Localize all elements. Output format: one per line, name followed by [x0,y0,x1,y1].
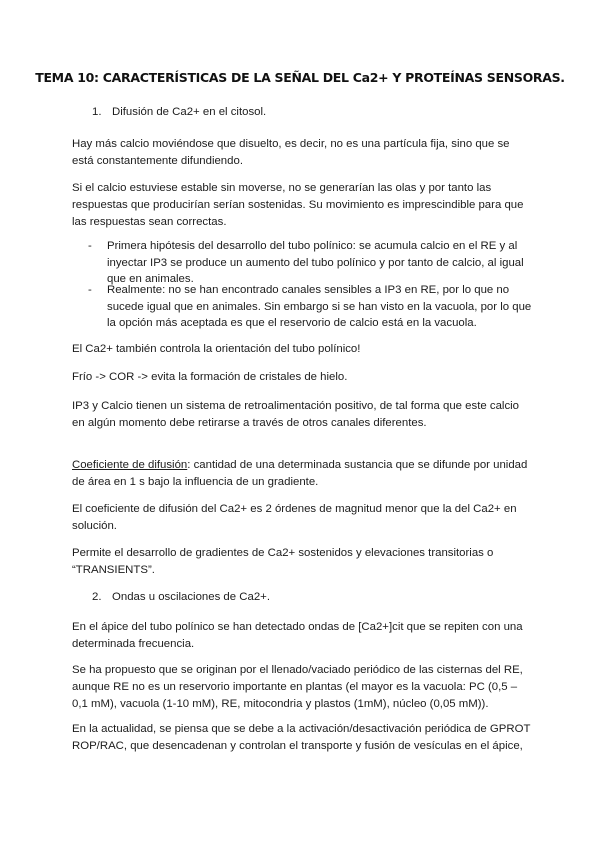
paragraph: Si el calcio estuviese estable sin moverse, no se generarían las olas y por tanto las respuestas que producirían serían sostenidas. Su movimiento es imprescindible para que las respuestas sean correctas. [72,182,524,228]
section-title: Ondas u oscilaciones de Ca2+. [112,591,270,603]
definition-paragraph [72,457,534,491]
paragraph: Frío -> COR -> evita la formación de cristales de hielo. [72,371,348,383]
list-dash: - [88,240,92,252]
definition-text: : cantidad de una determinada sustancia que se difunde por unidad de área en 1 s bajo la influencia de un gradiente. [72,459,528,488]
paragraph: El Ca2+ también controla la orientación del tubo polínico! [72,343,361,355]
paragraph: Permite el desarrollo de gradientes de Ca2+ sostenidos y elevaciones transitorias o “TRANSIENTS”. [72,547,494,576]
paragraph: Se ha propuesto que se originan por el llenado/vaciado periódico de las cisternas del RE, aunque RE no es un reservorio importante en plantas (el mayor es la vacuola: PC (0,5 – 0,1 mM), vacuola (1-10 mM), RE, mitocondria y plastos (1mM), núcleo (0,05 mM)). [72,664,523,710]
paragraph: Hay más calcio moviéndose que disuelto, es decir, no es una partícula fija, sino que se está constantemente difundiendo. [72,138,510,167]
list-item-text: Realmente: no se han encontrado canales sensibles a IP3 en RE, por lo que no sucede igual que en animales. Sin embargo si se han visto en la vacuola, por lo que la opción más aceptada es que el reservorio de calcio está en la vacuola. [107,284,532,329]
paragraph: En la actualidad, se piensa que se debe a la activación/desactivación periódica de GPROT ROP/RAC, que desencadenan y controlan el transporte y fusión de vesículas en el ápice, [72,723,531,752]
section-number: 2. [92,591,102,603]
section-title: Difusión de Ca2+ en el citosol. [112,106,267,118]
list-item-text: Primera hipótesis del desarrollo del tubo polínico: se acumula calcio en el RE y al inyectar IP3 se produce un aumento del tubo polínico y por tanto de calcio, al igual que en animales. [107,240,524,285]
page-title: TEMA 10: CARACTERÍSTICAS DE LA SEÑAL DEL Ca2+ Y PROTEÍNAS SENSORAS. [35,70,565,85]
list-dash: - [88,284,92,296]
paragraph: IP3 y Calcio tienen un sistema de retroalimentación positivo, de tal forma que este calcio en algún momento debe retirarse a través de otros canales diferentes. [72,400,519,429]
section-heading-2 [92,589,270,606]
section-number: 1. [92,106,102,118]
section-heading-1 [92,104,266,121]
paragraph: En el ápice del tubo polínico se han detectado ondas de [Ca2+]cit que se repiten con una determinada frecuencia. [72,621,523,650]
paragraph: El coeficiente de difusión del Ca2+ es 2 órdenes de magnitud menor que la del Ca2+ en solución. [72,503,517,532]
defined-term: Coeficiente de difusión [72,459,188,471]
